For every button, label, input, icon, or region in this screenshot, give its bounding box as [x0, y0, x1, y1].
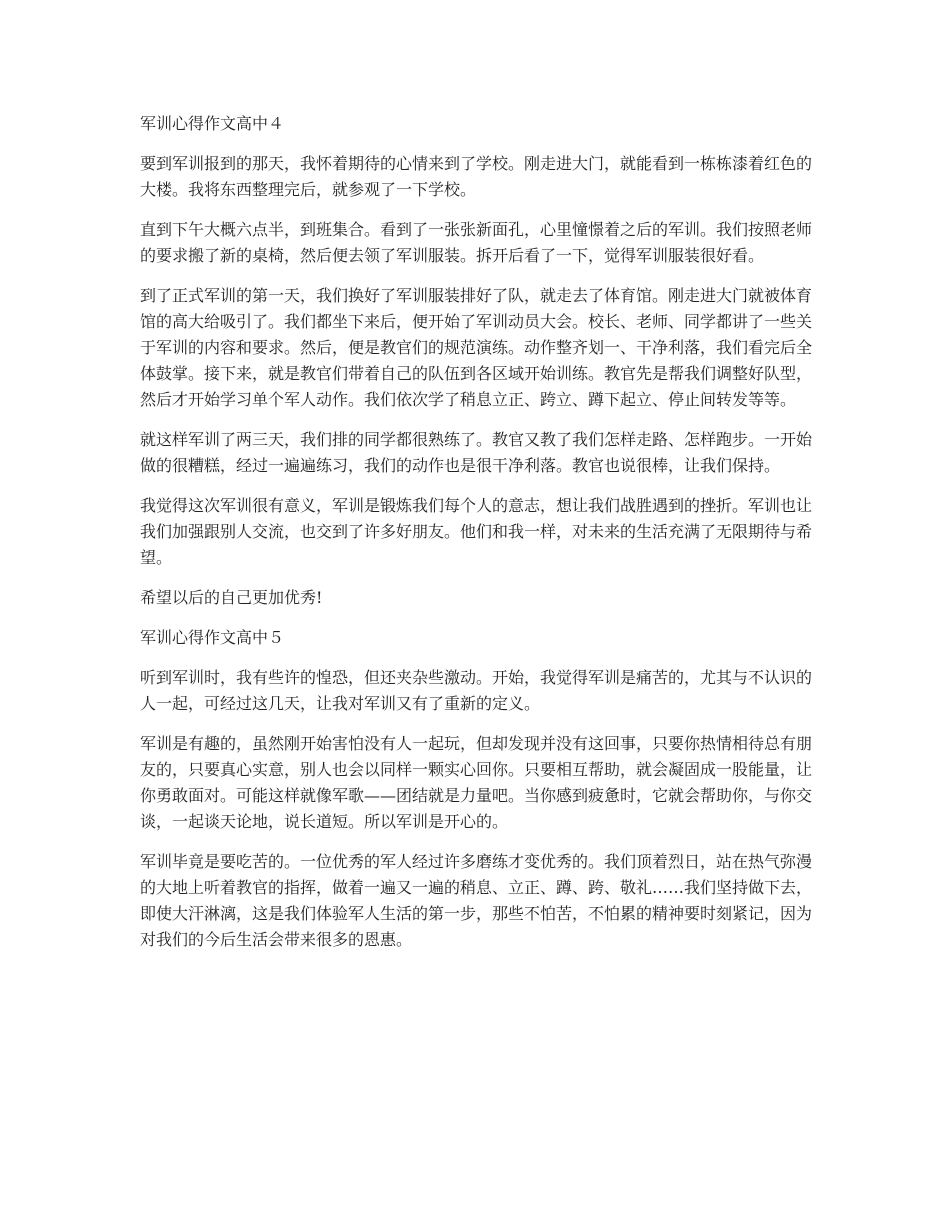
paragraph: 直到下午大概六点半，到班集合。看到了一张张新面孔，心里憧憬着之后的军训。我们按照老师的要求搬了新的桌椅，然后便去领了军训服装。拆开后看了一下，觉得军训服装很好看。	[140, 220, 813, 265]
paragraph: 听到军训时，我有些许的惶恐，但还夹杂些激动。开始，我觉得军训是痛苦的，尤其与不认识的人一起，可经过这几天，让我对军训又有了重新的定义。	[140, 668, 813, 713]
paragraph: 希望以后的自己更加优秀!	[140, 588, 323, 607]
paragraph: 到了正式军训的第一天，我们换好了军训服装排好了队，就走去了体育馆。刚走进大门就被体育馆的高大给吸引了。我们都坐下来后，便开始了军训动员大会。校长、老师、同学都讲了一些关于军训的内容和要求。然后，便是教官们的规范演练。动作整齐划一、干净利落，我们看完后全体鼓掌。接下来，就是教官们带着自己的队伍到各区域开始训练。教官先是帮我们调整好队型，然后才开始学习单个军人动作。我们依次学了稍息立正、跨立、蹲下起立、停止间转发等等。	[140, 286, 813, 409]
section-heading: 军训心得作文高中５	[140, 628, 285, 647]
section-heading: 军训心得作文高中４	[140, 114, 285, 133]
paragraph: 我觉得这次军训很有意义，军训是锻炼我们每个人的意志，想让我们战胜遇到的挫折。军训也让我们加强跟别人交流，也交到了许多好朋友。他们和我一样，对未来的生活充满了无限期待与希望。	[140, 496, 813, 567]
paragraph: 军训是有趣的，虽然刚开始害怕没有人一起玩，但却发现并没有这回事，只要你热情相待总有朋友的，只要真心实意，别人也会以同样一颗实心回你。只要相互帮助，就会凝固成一股能量，让你勇敢面对。可能这样就像军歌——团结就是力量吧。当你感到疲惫时，它就会帮助你，与你交谈，一起谈天论地，说长道短。所以军训是开心的。	[140, 734, 813, 831]
paragraph: 就这样军训了两三天，我们排的同学都很熟练了。教官又教了我们怎样走路、怎样跑步。一开始做的很糟糕，经过一遍遍练习，我们的动作也是很干净利落。教官也说很棒，让我们保持。	[140, 430, 813, 475]
paragraph: 军训毕竟是要吃苦的。一位优秀的军人经过许多磨练才变优秀的。我们顶着烈日，站在热气弥漫的大地上听着教官的指挥，做着一遍又一遍的稍息、立正、蹲、跨、敬礼……我们坚持做下去，即使大汗淋漓，这是我们体验军人生活的第一步，那些不怕苦，不怕累的精神要时刻紧记，因为对我们的今后生活会带来很多的恩惠。	[140, 852, 813, 949]
document-page	[140, 111, 812, 967]
paragraph: 要到军训报到的那天，我怀着期待的心情来到了学校。刚走进大门，就能看到一栋栋漆着红色的大楼。我将东西整理完后，就参观了一下学校。	[140, 154, 813, 199]
